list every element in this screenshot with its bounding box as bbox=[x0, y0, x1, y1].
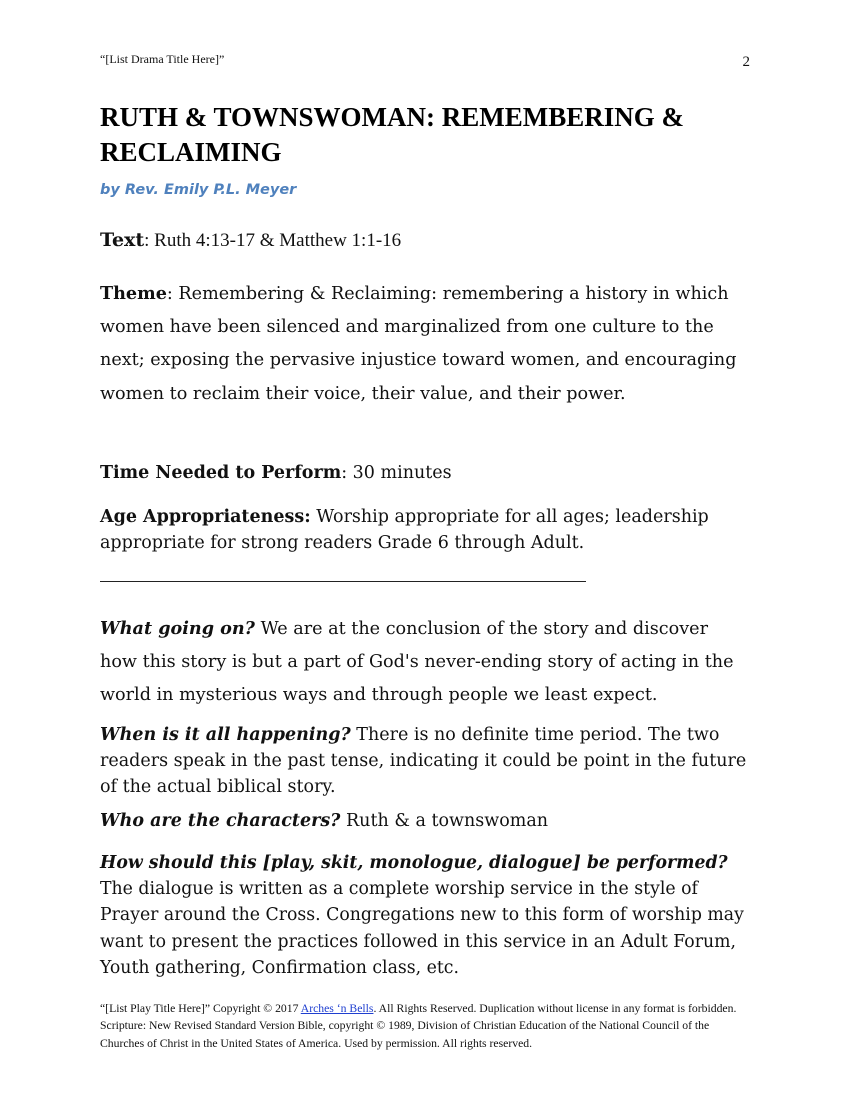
copyright-footer bbox=[100, 1000, 750, 1052]
whats-going-on-value: We are at the conclusion of the story and discover how this story is but a part of God's never-ending story of acting in the world in mysterious ways and through people we least expect. bbox=[100, 619, 734, 706]
whats-going-on-paragraph bbox=[100, 612, 750, 713]
text-label: Text bbox=[100, 229, 145, 251]
characters-value: Ruth & a townswoman bbox=[340, 811, 549, 831]
footer-suffix: . All Rights Reserved. Duplication without license in any format is forbidden. Scripture: New Revised Standard Version Bible, copyright © 1989, Division of Christian Education of the National Council of the Churches of Christ in the United States of America. Used by permission. All rights reserved. bbox=[100, 1002, 737, 1050]
time-needed-value: : 30 minutes bbox=[341, 463, 452, 483]
page-number: 2 bbox=[742, 54, 750, 70]
performance-paragraph bbox=[100, 850, 750, 981]
when-label: When is it all happening? bbox=[100, 725, 351, 745]
theme-value: : Remembering & Reclaiming: remembering a history in which women have been silenced and marginalized from one culture to the next; exposing the pervasive injustice toward women, and encouraging women to reclaim their voice, their value, and their power. bbox=[100, 284, 737, 404]
characters-label: Who are the characters? bbox=[100, 811, 341, 831]
age-appropriateness-paragraph bbox=[100, 504, 750, 556]
when-paragraph bbox=[100, 722, 750, 800]
when-value: There is no definite time period. The two readers speak in the past tense, indicating it could be point in the future of the actual biblical story. bbox=[100, 725, 747, 797]
running-title: “[List Drama Title Here]” bbox=[100, 52, 225, 66]
performance-label: How should this [play, skit, monologue, dialogue] be performed? bbox=[100, 853, 728, 873]
theme-paragraph bbox=[100, 277, 750, 411]
document-title: RUTH & TOWNSWOMAN: REMEMBERING & RECLAIMING bbox=[100, 102, 685, 167]
page-header bbox=[100, 52, 750, 72]
age-label: Age Appropriateness: bbox=[100, 507, 311, 527]
author-byline: by Rev. Emily P.L. Meyer bbox=[100, 182, 297, 198]
theme-label: Theme bbox=[100, 283, 167, 304]
time-needed-line bbox=[100, 460, 750, 486]
performance-value: The dialogue is written as a complete worship service in the style of Prayer around the Cross. Congregations new to this form of worship may want to present the practices followed in this service in an Adult Forum, Youth gathering, Confirmation class, etc. bbox=[100, 879, 744, 978]
scripture-text-line bbox=[100, 228, 750, 253]
text-value: : Ruth 4:13-17 & Matthew 1:1-16 bbox=[144, 230, 402, 251]
section-divider bbox=[100, 581, 586, 582]
time-needed-label: Time Needed to Perform bbox=[100, 463, 342, 483]
whats-going-on-label: What going on? bbox=[100, 618, 255, 639]
age-value: Worship appropriate for all ages; leadership appropriate for strong readers Grade 6 through Adult. bbox=[100, 507, 709, 553]
characters-line bbox=[100, 808, 750, 834]
footer-prefix: “[List Play Title Here]” Copyright © 2017 bbox=[100, 1002, 301, 1015]
arches-n-bells-link[interactable]: Arches ‘n Bells bbox=[300, 1002, 374, 1015]
